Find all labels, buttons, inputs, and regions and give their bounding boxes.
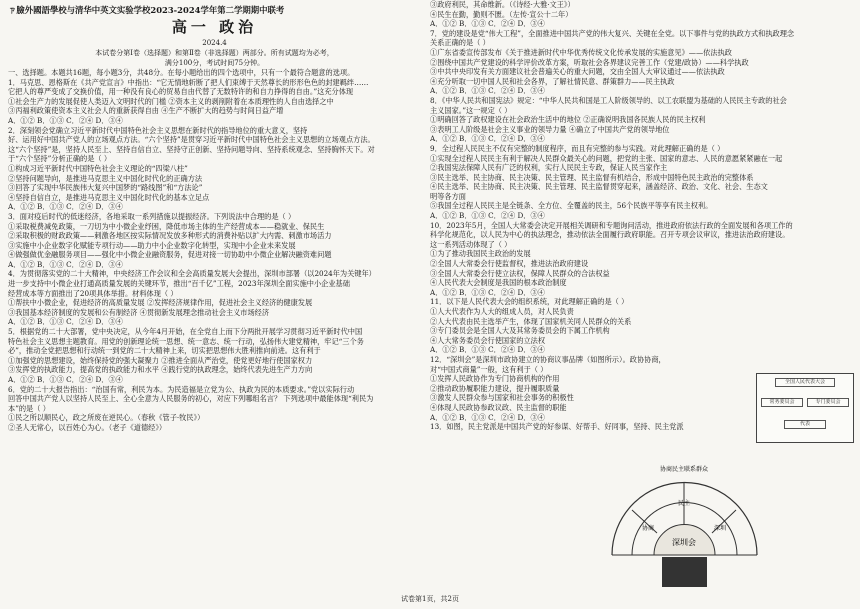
exam-title: 高一 政治 <box>171 18 258 36</box>
right-line: ③表明工人阶级是社会主义事业的领导力量 ④确立了中国共产党的领导地位 <box>430 124 670 134</box>
exam-note-1: 本试卷分第Ⅰ卷（选择题）和第Ⅱ卷（非选择题）两部分。所有试题均为必考， <box>95 49 334 57</box>
left-line: A．①② B．①③ C．②④ D．③④ <box>8 115 123 125</box>
right-line: ①明确回答了政权建设在社会政治生活中的地位 ②正确说明我国各民族人民的民主权利 <box>430 115 706 125</box>
right-line: ⑤我国全过程人民民主是全链条、全方位、全覆盖的民主，56个民族平等享有民主权利。 <box>430 201 713 211</box>
right-line: ①人大代表作为人大的组成人员，对人民负责 <box>430 307 574 316</box>
right-line: ③政府利民，其命维新。（《诗经·大雅·文王》） <box>430 0 575 9</box>
right-line: ②全国人大常委会行使监督权，推进法治政府建设 <box>430 259 589 269</box>
left-line: ④坚持自信自立，是推进马克思主义中国化时代化的基本立足点 <box>8 192 210 202</box>
exam-note-2: 满分100分，考试时间75分钟。 <box>164 59 265 67</box>
left-line: ③丙福利政策使资本主义社会人的重新获得自由 ④生产不断扩大的趋势与时间日益产增 <box>8 106 284 116</box>
left-line: ②采取积极的财政政策——刺激各地区按实际情况发放多种形式的消费补贴以扩大内需、刺激市场活力 <box>8 231 332 241</box>
right-line: ①实现全过程人民民主有利于解决人民群众最关心的问题，把党的主张、国家的意志、人民的意愿紧紧融在一起 <box>430 153 783 163</box>
right-line: A．①② B．①③ C．②④ D．③④ <box>430 412 545 422</box>
left-line: 经营成本等方面推出了20项具体举措。材料体现（ ） <box>8 288 178 298</box>
diagram-top-box: 全国人民代表大会 <box>775 378 835 387</box>
right-line: ②人大代表由民主选举产生，体现了国家机关同人民群众的关系 <box>430 316 632 326</box>
left-line: ②坚持问题导向，是推进马克思主义中国化时代化的正确方法 <box>8 173 203 183</box>
left-line: 本”的是（ ） <box>8 403 50 413</box>
right-line: A．①② B．①③ C．②④ D．③④ <box>430 345 545 355</box>
right-line: 12．“深圳会”是深圳市政协建立的协商议事品牌（如图所示）。政协协商， <box>430 354 666 364</box>
exam-date: 2024.4 <box>202 39 227 47</box>
right-line: A．①② B．①③ C．②④ D．③④ <box>430 134 545 144</box>
figure-label-2: 民主 <box>678 500 691 507</box>
right-line: A．①② B．①③ C．②④ D．③④ <box>430 211 545 221</box>
right-line: 7．党的建设是党“伟大工程”，全面推进中国共产党的伟大复兴、关键在全党。以下事件与党的执政方式和执政理念 <box>430 28 795 38</box>
left-line: 进一步支持中小微企业打通高质量发展的关键环节，推出“百千亿”工程，2023年深圳全面实施中小企业基础 <box>8 279 350 289</box>
right-line: ①广东省委宣传部发布《关于推进新时代中华优秀传统文化传承发展的实施意见》——依法执政 <box>430 47 732 57</box>
right-line: 关系正确的是（ ） <box>430 38 490 48</box>
left-line: ④做强做优金融服务项目——强化中小微企业融资服务，促进对接一切协助中小微企业解决融资难问题 <box>8 250 332 260</box>
left-line: A．①② B．①③ C．②④ D．③④ <box>8 317 123 327</box>
left-line: 一、选择题。本题共16题，每小题3分，共48分。在每小题给出的四个选项中，只有一个最符合题意的选项。 <box>8 68 355 77</box>
shenzhen-council-figure <box>602 455 767 589</box>
right-line: ①为了推动我国民主政治的发展 <box>430 249 531 259</box>
left-line: ②圣人无常心，以百姓心为心。（老子《道德经》） <box>8 422 167 432</box>
right-line: A．①② B．①③ C．②④ D．③④ <box>430 287 545 297</box>
right-line: ①发挥人民政协作为专门协商机构的作用 <box>430 374 560 384</box>
right-line: ③民主选举、民主协商、民主决策、民主管理、民主监督有机结合，形成中国特色民主政治的完整体系 <box>430 172 754 182</box>
left-line: 2．深刻领会党确立习近平新时代中国特色社会主义思想在新时代的指导地位的重大意义，坚持 <box>8 125 308 135</box>
left-line: 必”，推动全党把思想和行动统一到党的二十大精神上来，切实把思想伟大胜利推向前进。这有利于 <box>8 346 321 356</box>
right-line: A．①② B．①③ C．②④ D．③④ <box>430 86 545 96</box>
left-line: ①民之所以顺民心，政之所废在逆民心。（春秋《管子·牧民》） <box>8 413 205 423</box>
right-line: 主义国家。”这一规定（ ） <box>430 105 512 115</box>
left-line: ③回答了实现中华民族伟大复兴中国梦的“路线图”和“方法论” <box>8 183 203 193</box>
school-header: ㄗ臉外國語學校与清华中英文实验学校2023-2024学年第二学期期中联考 <box>8 5 285 15</box>
right-column <box>430 0 852 432</box>
right-line: ④民生在勤，勤则不匮。（左传·宣公十二年） <box>430 9 573 19</box>
diagram-box-2: 专门委员会 <box>807 398 849 407</box>
left-line: A．①② B．①③ C．②④ D．③④ <box>8 259 123 269</box>
right-line: ③全国人大常委会行使立法权，保障人民群众的合法权益 <box>430 268 610 278</box>
right-question-text <box>430 0 852 432</box>
npc-structure-diagram <box>756 373 854 443</box>
right-line: ③中共中央印发有关方面建议社会普遍关心的重大问题，交由全国人大审议通过——依法执政 <box>430 67 725 77</box>
diagram-box-3: 代表 <box>784 420 826 429</box>
figure-center-label: 深圳会 <box>672 538 696 547</box>
left-line: 这“六个坚持”是，坚持人民至上、坚持自信自立、坚持守正创新、坚持问题导向、坚持系统观念、坚持胸怀天下。对 <box>8 144 375 154</box>
figure-banner: 协商民主联系群众 <box>659 466 709 473</box>
left-line: ①加强党的思想建设，始终保持党的强大凝聚力 ②推进全面从严治党，使党更好地行使国家权力 <box>8 355 313 365</box>
right-line: 11．以下是人民代表大会的组织系统，对此理解正确的是（ ） <box>430 297 629 307</box>
right-line: ③专门委员会是全国人大及其常务委员会的下属工作机构 <box>430 326 610 336</box>
left-line: 回答中国共产党人以坚持人民至上、全心全意为人民服务的初心，对应下列哪组名言？ 下列选项中最能体现“利民为 <box>8 394 374 404</box>
right-line: A．①② B．①③ C．②④ D．③④ <box>430 19 545 29</box>
right-line: 8．《中华人民共和国宪法》规定：“中华人民共和国是工人阶级领导的、以工农联盟为基础的人民民主专政的社会 <box>430 95 787 105</box>
left-line: ①社会生产力的发展促使人类迈入文明时代的门槛 ②资本主义的剥削附着在本质理性的人自由选择之中 <box>8 96 334 106</box>
left-line: A．①② B．①③ C．②④ D．③④ <box>8 375 123 384</box>
left-line: 5．根据党的二十大部署，党中央决定，从今年4月开始，在全党自上而下分两批开展学习贯彻习近平新时代中国 <box>8 327 363 337</box>
right-line: ④体现人民政协参政议政、民主监督的职能 <box>430 402 567 412</box>
left-line: ①构成习近平新时代中国特色社会主义理论的“四梁八柱” <box>8 163 188 173</box>
left-line: 好、运用好中国共产党人的立场观点方法。“六个坚持”是贯穿习近平新时代中国特色社会主义思想的立场观点方法。 <box>8 135 375 145</box>
right-line: 13．如图，民主党派是中国共产党的好参谋、好帮手、好同事，坚持、民主党派 <box>430 422 684 432</box>
right-line: 9．全过程人民民主不仅有完整的制度程序，而且有完整的参与实践。对此理解正确的是（ ） <box>430 143 725 153</box>
right-line: 这一系列活动体现了（ ） <box>430 239 512 249</box>
diagram-box-1: 常务委员会 <box>761 398 803 407</box>
right-line: 10．2023年5月，全国人大常委会决定开展相关调研和专题询问活动，推进政府依法行政的全面发展和各项工作的 <box>430 220 793 230</box>
left-line: 它把人的尊严变成了交换价值，用一种没有良心的贸易自由代替了无数特许的和自力挣得的自由。”这充分体现 <box>8 87 354 97</box>
left-line: ①采取税费减免政策，一刀切为中小微企业纾困，降低市场主体的生产经营成本——稳就业、保民生 <box>8 221 325 231</box>
right-line: ④人大常务委员会行使国家的立法权 <box>430 335 546 345</box>
left-question-text <box>8 68 421 433</box>
left-line: 4．为贯彻落实党的二十大精神，中央经济工作会议和全会高质量发展大会提出，深圳市部署（以2024年为关键年） <box>8 269 376 279</box>
left-column <box>8 0 421 433</box>
right-line: 对“中国式商量”一般，这有利于（ ） <box>430 364 548 374</box>
right-line: ②推动政协履职能力建设，提升履职质量 <box>430 383 560 393</box>
right-line: 明等各方面 <box>430 191 466 201</box>
left-line: 6．党的二十大报告指出：“治国有常，利民为本。为民造福是立党为公、执政为民的本质要求。”党以实际行动 <box>8 384 355 394</box>
left-line: ③我国基本经济制度的发展和公有制经济 ④贯彻新发展理念推动社会主义市场经济 <box>8 307 270 317</box>
right-line: 科学化规范化，以人民为中心的执法理念，推动依法全面履行政府职能。召开专项会议审议，推进法治政府建设。 <box>430 230 790 240</box>
left-line: ③实施中小企业数字化赋能专项行动——助力中小企业数字化转型，实现中小企业未来发展 <box>8 240 296 250</box>
left-line: 特色社会主义思想主题教育。用党的创新理论统一思想、统一意志、统一行动，弘扬伟大建党精神，牢记“三个务 <box>8 336 364 346</box>
figure-label-1: 协商 <box>642 525 655 532</box>
left-line: ①帮扶中小微企业，促进经济的高质量发展 ②发挥经济规律作用，促进社会主义经济的健康发展 <box>8 298 313 308</box>
right-line: ④人民代表大会制度是我国的根本政治制度 <box>430 278 567 288</box>
left-line: 于“六个坚持”分析正确的是（ ） <box>8 154 112 164</box>
right-line: ④充分听取一切中国人民和社会各界，了解社情民意、群策群力——民主执政 <box>430 76 675 86</box>
page-footer: 试卷第1页，共2页 <box>401 595 459 603</box>
left-line: ③发挥党的执政能力，提高党的执政能力和水平 ④践行党的执政理念，始终代表先进生产力方向 <box>8 365 313 375</box>
left-line: A．①② B．①③ C．②④ D．③④ <box>8 202 123 212</box>
figure-label-3: 深圳 <box>714 525 727 532</box>
right-line: ③激发人民群众参与国家和社会事务的积极性 <box>430 393 574 403</box>
left-line: 1．马克思、恩格斯在《共产党宣言》中指出：“它无情地斩断了把人们束缚于天然尊长的形形色色的封建羁绊…… <box>8 77 369 87</box>
right-line: ④民主选举、民主协商、民主决策、民主管理、民主监督贯穿起来，涵盖经济、政治、文化、社会、生态文 <box>430 182 768 192</box>
right-line: ②围绕中国共产党建设的科学评价改革方案，听取社会各界建议完善工作（党建/政协）——科学执政 <box>430 57 749 67</box>
left-line: 3．面对疫后时代的低迷经济，各地采取一系列措施以提振经济。下列说法中合理的是（ ） <box>8 211 296 221</box>
right-line: ②我国宪法保障人民有广泛的权利，实行人民民主专政，保证人民当家作主 <box>430 163 668 173</box>
